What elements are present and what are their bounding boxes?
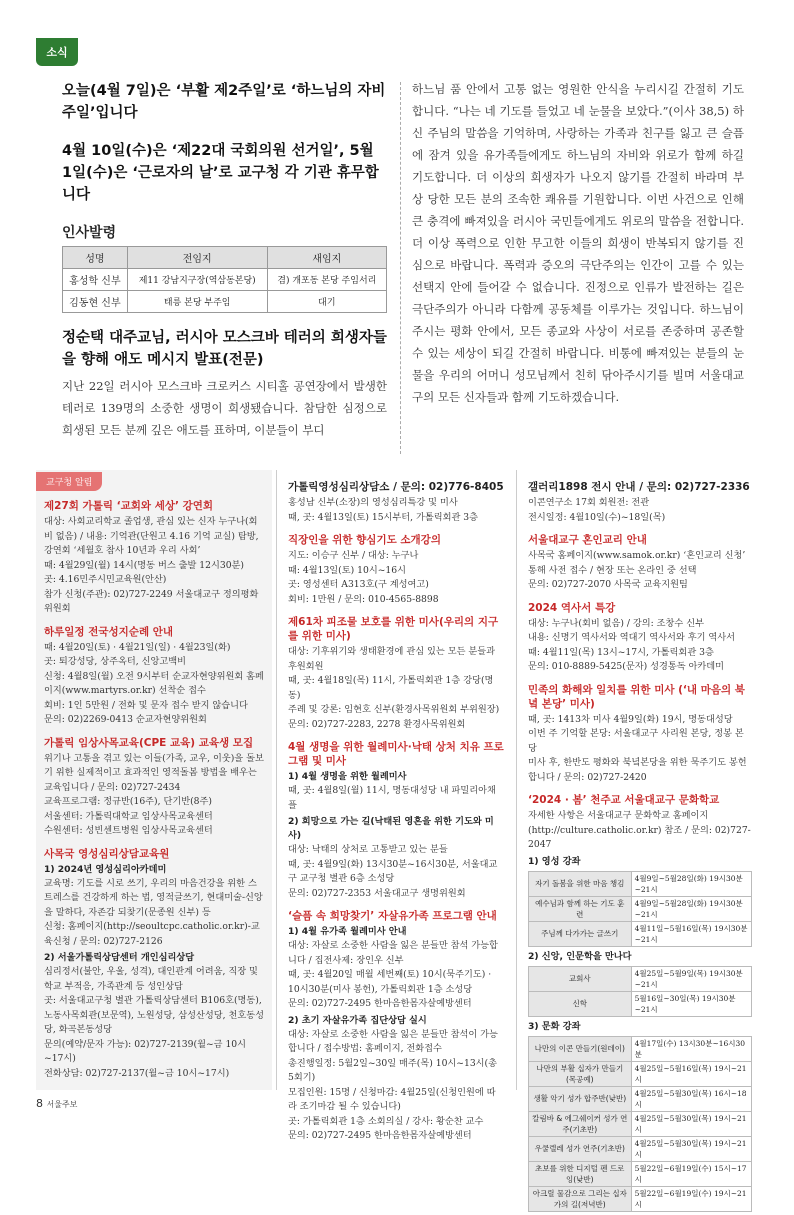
notice-line: 주례 및 강론: 임현호 신부(환경사목위원회 부위원장)	[288, 704, 500, 715]
notice-title: 가톨릭영성심리상담소 / 문의: 02)776-8405	[288, 481, 504, 493]
personnel-prev: 제11 강남지구장(역삼동본당)	[127, 269, 267, 291]
personnel-table	[62, 246, 387, 313]
schedule-group-label: 2) 신앙, 인문학을 만나다	[528, 950, 632, 962]
notice-line: 문의: 02)727-2283, 2278 환경사목위원회	[288, 718, 466, 730]
schedule-table	[528, 871, 752, 947]
notice-subtitle: 1) 2024년 영성심리아카데미	[44, 863, 167, 875]
notice-line: 심리정서(불안, 우울, 성격), 대인관계 어려움, 직장 및 학교 부적응, 가족관계 등 성인상담	[44, 966, 258, 992]
notice-line: 문의: 02)727-2495 한마음한몸자살예방센터	[288, 998, 472, 1009]
notice-line: 문의: 02)2269-0413 순교자현양위원회	[44, 714, 207, 725]
table-row	[63, 269, 387, 291]
notice-title: 제61차 피조물 보호를 위한 미사(우리의 지구를 위한 미사)	[288, 616, 499, 642]
column-divider	[516, 470, 517, 1090]
condolence-body-left: 지난 22일 러시아 모스크바 크로커스 시티홀 공연장에서 발생한 테러로 139명의 소중한 생명이 희생됐습니다. 참담한 심정으로 희생된 모든 분께 깊은 애도를 표하며, 이분들이 부디	[62, 379, 387, 437]
notice-line: 때, 곳: 4월20일 매월 세번째(토) 10시(묵주기도) · 10시30분(미사 봉헌), 가톨릭회관 1층 소성당	[288, 969, 492, 995]
course-name: 예수님과 함께 하는 기도 훈련	[529, 896, 632, 921]
notice-line: 신청: 홈페이지(http://seoultcpc.catholic.or.kr)-교육신청 / 문의: 02)727-2126	[44, 921, 260, 947]
notice-line: 때, 곳: 4월8일(월) 11시, 명동대성당 내 파밀리아채플	[288, 785, 496, 811]
table-row	[529, 1161, 752, 1186]
top-right-column	[412, 78, 744, 408]
notice-line: 전시일정: 4월10일(수)~18일(목)	[528, 511, 666, 523]
course-schedule: 5월22일~6월19일(수) 19시~21시	[631, 1186, 751, 1211]
notice-line: 곳: 4.16민주시민교육원(안산)	[44, 574, 167, 585]
notice-line: 참가 신청(주관): 02)727-2249 서울대교구 정의평화위원회	[44, 588, 259, 614]
personnel-next: 겸) 개포동 본당 주임서리	[267, 269, 386, 291]
section-tag: 소식	[36, 38, 78, 66]
personnel-name: 홍성학 신부	[63, 269, 128, 291]
course-name: 생활 악기 성가 합주반(낮반)	[529, 1086, 632, 1111]
notice-column-2	[280, 470, 512, 1144]
notice-title: 2024 역사서 특강	[528, 601, 616, 614]
notice-subtitle: 2) 희망으로 가는 길(낙태된 영혼을 위한 기도와 미사)	[288, 816, 494, 841]
course-name: 나만의 이콘 만들기(원데이)	[529, 1036, 632, 1061]
course-name: 아크릴 물감으로 그리는 십자가의 길(저녁반)	[529, 1186, 632, 1211]
course-schedule: 4월25일~5월30일(목) 16시~18시	[631, 1086, 751, 1111]
course-name: 신학	[529, 991, 632, 1016]
notice-line: 지도: 이승구 신부 / 대상: 누구나	[288, 550, 419, 561]
course-schedule: 5월16일~30일(목) 19시30분~21시	[631, 991, 751, 1016]
condolence-title: 정순택 대주교님, 러시아 모스크바 테러의 희생자들을 향해 애도 메시지 발표(전문)	[62, 330, 387, 368]
announcement-2: 4월 10일(수)은 ‘제22대 국회의원 선거일’, 5월 1일(수)은 ‘근로자의 날’로 교구청 각 기관 휴무합니다	[62, 143, 379, 203]
notice-line: 홍성남 신부(소장)의 영성심리특강 및 미사	[288, 497, 458, 508]
notice-line: 문의: 02)727-2070 사목국 교육지원팀	[528, 579, 688, 590]
table-row	[529, 1136, 752, 1161]
notice-line: 수원센터: 성빈센트병원 임상사목교육센터	[44, 825, 213, 836]
table-row	[529, 1111, 752, 1136]
notice-title: 직장인을 위한 향심기도 소개강의	[288, 534, 441, 546]
notice-line: 자세한 사항은 서울대교구 문화학교 홈페이지(http://culture.catholic.or.kr) 참조 / 문의: 02)727-2047	[528, 810, 751, 850]
notice-line: 위기나 고통을 겪고 있는 이들(가족, 교우, 이웃)을 돌보기 위한 실제적이고 효과적인 영적돌봄 방법을 배우는 교육입니다 / 문의: 02)727-2434	[44, 752, 264, 793]
notice-line: 때, 곳: 1413차 미사 4월9일(화) 19시, 명동대성당	[528, 713, 733, 725]
personnel-name: 김동현 신부	[63, 291, 128, 313]
notice-line: 곳: 가톨릭회관 1층 소회의실 / 강사: 황순찬 교수	[288, 1115, 484, 1127]
personnel-header: 성명	[63, 247, 128, 269]
course-schedule: 4월25일~5월30일(목) 19시~21시	[631, 1111, 751, 1136]
course-schedule: 4월25일~5월30일(목) 19시~21시	[631, 1136, 751, 1161]
notice-line: 때: 4월20일(토) · 4월21일(일) · 4월23일(화)	[44, 641, 231, 653]
page-number: 8	[36, 1097, 43, 1110]
notice-line: 대상: 기후위기와 생태환경에 관심 있는 모든 분들과 후원회원	[288, 646, 495, 672]
notice-line: 미사 후, 한반도 평화와 북녘본당을 위한 묵주기도 봉헌합니다 / 문의: 02)727-2420	[528, 757, 747, 783]
column-divider	[276, 470, 277, 1090]
top-left-column	[62, 80, 387, 441]
notice-title: 가톨릭 임상사목교육(CPE 교육) 교육생 모집	[44, 736, 254, 749]
course-name: 초보를 위한 디지털 펜 드로잉(낮반)	[529, 1161, 632, 1186]
notice-line: 때: 4월29일(월) 14시(명동 버스 출발 12시30분)	[44, 559, 245, 571]
page-footer	[36, 1097, 77, 1110]
course-schedule: 4월17일(수) 13시30분~16시30분	[631, 1036, 751, 1061]
table-row	[529, 1186, 752, 1211]
course-schedule: 4월25일~5월9일(목) 19시30분~21시	[631, 966, 751, 991]
notice-line: 곳: 영성센터 A313호(구 계성여고)	[288, 579, 429, 590]
notice-subtitle: 1) 4월 생명을 위한 월례미사	[288, 771, 407, 782]
table-row	[529, 1036, 752, 1061]
notice-col2-content	[280, 470, 512, 1144]
notice-line: 때: 4월13일(토) 10시~16시	[288, 564, 406, 576]
notice-line: 때, 곳: 4월18일(목) 11시, 가톨릭회관 1층 강당(명동)	[288, 675, 494, 701]
table-row	[529, 966, 752, 991]
table-row	[529, 1086, 752, 1111]
course-name: 나만의 부활 십자가 만들기(목공예)	[529, 1061, 632, 1086]
notice-title: 민족의 화해와 일치를 위한 미사 (‘내 마음의 북녘 본당’ 미사)	[528, 683, 745, 710]
notice-title: 갤러리1898 전시 안내 / 문의: 02)727-2336	[528, 481, 750, 493]
course-schedule: 4월11일~5월16일(목) 19시30분~21시	[631, 921, 751, 946]
notice-line: 회비: 1인 5만원 / 전화 및 문자 접수 받지 않습니다	[44, 699, 248, 711]
schedule-table	[528, 966, 752, 1017]
course-name: 우쿨렐레 성가 연주(기초반)	[529, 1136, 632, 1161]
personnel-next: 대기	[267, 291, 386, 313]
notice-line: 대상: 사회교리학교 졸업생, 관심 있는 신자 누구나(회비 없음) / 내용: 기억관(단원고 4.16 기억 교실) 탐방, 강연회 ‘세월호 참사 10년과 우리 사회’	[44, 516, 259, 556]
table-row	[529, 991, 752, 1016]
notice-col3-content	[520, 470, 760, 853]
notice-title: ‘2024 · 봄’ 천주교 서울대교구 문화학교	[528, 794, 720, 806]
notice-subtitle: 2) 서울가톨릭상담센터 개인심리상담	[44, 952, 195, 963]
notice-line: 때, 곳: 4월13일(토) 15시부터, 가톨릭회관 3층	[288, 511, 479, 523]
culture-school-schedule	[520, 855, 760, 1212]
notice-line: 총진행일정: 5월2일~30일 매주(목) 10시~13시(총 5회기)	[288, 1057, 498, 1083]
personnel-title: 인사발령	[62, 225, 117, 241]
notice-title: 사목국 영성심리상담교육원	[44, 847, 170, 860]
schedule-group-label: 3) 문화 강좌	[528, 1020, 581, 1032]
course-name: 칼림바 & 에그쉐이커 성가 연주(기초반)	[529, 1111, 632, 1136]
notice-line: 이번 주 기억할 본당: 서울대교구 사리원 본당, 정봉 본당	[528, 728, 744, 754]
column-divider	[400, 82, 401, 454]
notice-line: 교육프로그램: 정규반(16주), 단기반(8주)	[44, 796, 212, 807]
course-name: 교회사	[529, 966, 632, 991]
notice-title: ‘슬픔 속 희망찾기’ 자살유가족 프로그램 안내	[288, 910, 497, 922]
notice-line: 문의: 02)727-2353 서울대교구 생명위원회	[288, 887, 466, 899]
notice-line: 곳: 서울대교구청 별관 가톨릭상담센터 B106호(명동), 노동사목회관(보문역), 노원성당, 삼성산성당, 천호동성당, 화곡본동성당	[44, 995, 264, 1035]
notice-subtitle: 2) 초기 자살유가족 집단상담 실시	[288, 1014, 427, 1026]
notice-line: 문의: 010-8889-5425(문자) 성경통독 아카데미	[528, 661, 725, 672]
notice-col1-content	[36, 499, 272, 1081]
publication-name: 서울주보	[46, 1100, 78, 1109]
notice-line: 교육명: 기도를 시로 쓰기, 우리의 마음건강을 위한 스트레스를 건강하게 하는 법, 영적글쓰기, 현대미술-신앙을 말하다, 자존감 되찾기(문종원 신부) 등	[44, 877, 263, 918]
notice-column-3	[520, 470, 760, 1215]
table-row	[529, 896, 752, 921]
notice-line: 회비: 1만원 / 문의: 010-4565-8898	[288, 593, 439, 605]
notice-line: 때: 4월11일(목) 13시~17시, 가톨릭회관 3층	[528, 646, 714, 658]
notice-subtitle: 1) 4월 유가족 월례미사 안내	[288, 926, 407, 937]
notice-line: 대상: 누구나(회비 없음) / 강의: 조창수 신부	[528, 617, 704, 629]
notice-line: 신청: 4월8일(월) 오전 9시부터 순교자현양위원회 홈페이지(www.martyrs.or.kr) 선착순 접수	[44, 670, 264, 696]
notice-title: 4월 생명을 위한 월례미사·낙태 상처 치유 프로그램 및 미사	[288, 741, 504, 767]
notice-title: 하루일정 전국성지순례 안내	[44, 625, 174, 638]
notice-line: 서울센터: 가톨릭대학교 임상사목교육센터	[44, 810, 213, 822]
notice-title: 서울대교구 혼인교리 안내	[528, 534, 647, 546]
announcement-1: 오늘(4월 7일)은 ‘부활 제2주일’로 ‘하느님의 자비 주일’입니다	[62, 83, 386, 121]
notice-line: 대상: 낙태의 상처로 고통받고 있는 분들	[288, 844, 448, 855]
notice-line: 전화상담: 02)727-2137(월~금 10시~17시)	[44, 1067, 230, 1079]
table-row	[529, 921, 752, 946]
notice-line: 이콘연구소 17회 회원전: 전관	[528, 497, 650, 508]
notice-line: 대상: 자살로 소중한 사람을 잃은 분들만 참석이 가능합니다 / 접수방법: 홈페이지, 전화접수	[288, 1028, 498, 1054]
notice-line: 곳: 퇴강성당, 상주옥터, 신앙고백비	[44, 656, 186, 667]
notice-label: 교구청 알림	[36, 472, 102, 491]
table-row	[529, 1061, 752, 1086]
course-schedule: 5월22일~6월19일(수) 15시~17시	[631, 1161, 751, 1186]
condolence-body-right: 하느님 품 안에서 고통 없는 영원한 안식을 누리시길 간절히 기도합니다. “나는 네 기도를 들었고 네 눈물을 보았다.”(이사 38,5) 하신 주님의 말씀을 기억하며, 사랑하는 가족과 친구를 잃고 큰 슬픔에 잠겨 있을 유가족들에게도 하느님의 자비와 위로가 함께 하길 기도합니다. 더 이상의 희생자가 나오지 않기를 간절히 바라며 부상 당한 모든 분의 조속한 쾌유를 기원합니다. 이번 사건으로 인해 큰 충격에 빠져있을 러시아 국민들에게도 위로의 말씀을 전합니다. 더 이상 폭력으로 인한 무고한 이들의 희생이 반복되지 않기를 진심으로 바랍니다. 폭력과 증오의 극단주의는 인간이 고를 수 있는 선택지 안에 들어갈 수 없습니다. 진정으로 인류가 발전하는 길은 극단주의가 아니라 다함께 공동체를 이루가는 것입니다. 하느님이 주시는 평화 안에서, 모든 종교와 사상이 서로를 존중하며 공존할 수 있는 세상이 되길 간절히 바랍니다. 비통에 빠져있는 분들의 눈물을 우리의 어머니 성모님께서 친히 닦아주시기를 빌며 서울대교구의 모든 신자들과 함께 기도하겠습니다.	[412, 82, 744, 404]
notice-line: 대상: 자살로 소중한 사람을 잃은 분들만 참석 가능합니다 / 집전사제: 장인우 신부	[288, 940, 498, 966]
notice-line: 내용: 신명기 역사서와 역대기 역사서와 후기 역사서	[528, 632, 735, 643]
notice-column-1	[36, 470, 272, 1090]
personnel-prev: 태릉 본당 부주임	[127, 291, 267, 313]
course-name: 주님께 다가가는 글쓰기	[529, 921, 632, 946]
notice-line: 모집인원: 15명 / 신청마감: 4월25일(신청인원에 따라 조기마감 될 수 있습니다)	[288, 1086, 496, 1112]
schedule-group-label: 1) 영성 강좌	[528, 855, 581, 867]
personnel-header: 새임지	[267, 247, 386, 269]
schedule-table	[528, 1036, 752, 1212]
notice-title: 제27회 가톨릭 ‘교회와 세상’ 강연회	[44, 500, 214, 512]
notice-line: 문의(예약/문자 가능): 02)727-2139(월~금 10시~17시)	[44, 1038, 247, 1064]
notice-line: 사목국 홈페이지(www.samok.or.kr) ‘혼인교리 신청’ 통해 사전 접수 / 현장 또는 온라인 중 선택	[528, 550, 746, 576]
course-schedule: 4월9일~5월28일(화) 19시30분~21시	[631, 871, 751, 896]
personnel-header: 전임지	[127, 247, 267, 269]
course-schedule: 4월25일~5월16일(목) 19시~21시	[631, 1061, 751, 1086]
table-row	[63, 291, 387, 313]
course-schedule: 4월9일~5월28일(화) 19시30분~21시	[631, 896, 751, 921]
notice-line: 때, 곳: 4월9일(화) 13시30분~16시30분, 서울대교구 교구청 별관 6층 소성당	[288, 858, 498, 884]
table-row	[529, 871, 752, 896]
course-name: 자기 돌봄을 위한 마음 챙김	[529, 871, 632, 896]
notice-line: 문의: 02)727-2495 한마음한몸자살예방센터	[288, 1130, 472, 1141]
